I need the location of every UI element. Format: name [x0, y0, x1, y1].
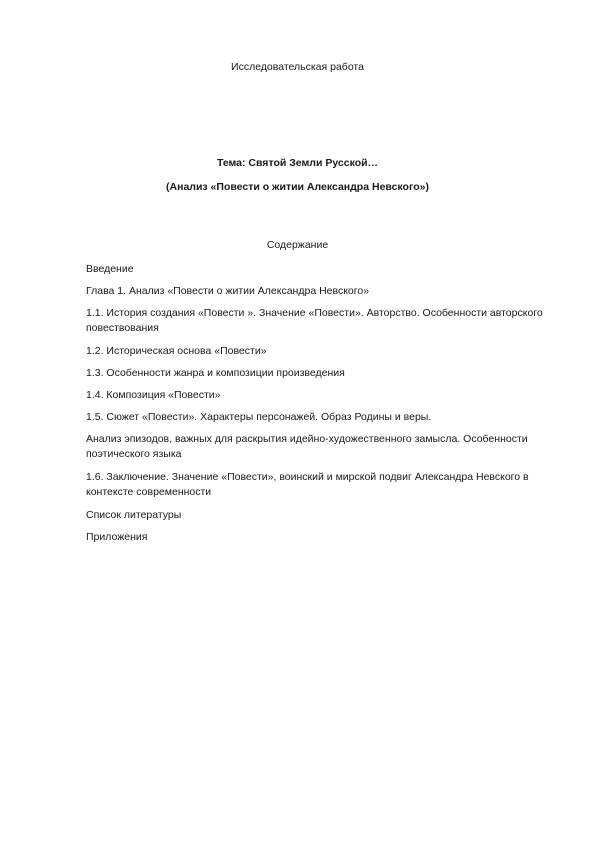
- toc-item-1-1: 1.1. История создания «Повести ». Значение «Повести». Авторство. Особенности авторского повествования: [86, 307, 543, 334]
- toc-item-appendices: Приложения: [86, 531, 148, 543]
- toc-item-1-5: 1.5. Сюжет «Повести». Характеры персонажей. Образ Родины и веры.: [86, 411, 432, 423]
- contents-heading: Содержание: [266, 239, 329, 251]
- toc-item-chapter-1: Глава 1. Анализ «Повести о житии Александра Невского»: [86, 285, 370, 297]
- toc-item-1-3: 1.3. Особенности жанра и композиции произведения: [86, 367, 345, 379]
- toc-item-1-4: 1.4. Композиция «Повести»: [86, 389, 221, 401]
- topic-title: Тема: Святой Земли Русской…: [216, 157, 379, 169]
- toc-item-1-2: 1.2. Историческая основа «Повести»: [86, 345, 267, 357]
- toc-item-1-6: 1.6. Заключение. Значение «Повести», воинский и мирской подвиг Александра Невского в контексте современности: [86, 471, 529, 498]
- topic-subtitle: (Анализ «Повести о житии Александра Невского»): [166, 181, 429, 193]
- work-type-label: Исследовательская работа: [231, 61, 364, 73]
- toc-item-episodes-analysis: Анализ эпизодов, важных для раскрытия идейно-художественного замысла. Особенности поэтического языка: [86, 433, 528, 460]
- toc-item-introduction: Введение: [86, 263, 134, 275]
- toc-item-references: Список литературы: [86, 509, 182, 521]
